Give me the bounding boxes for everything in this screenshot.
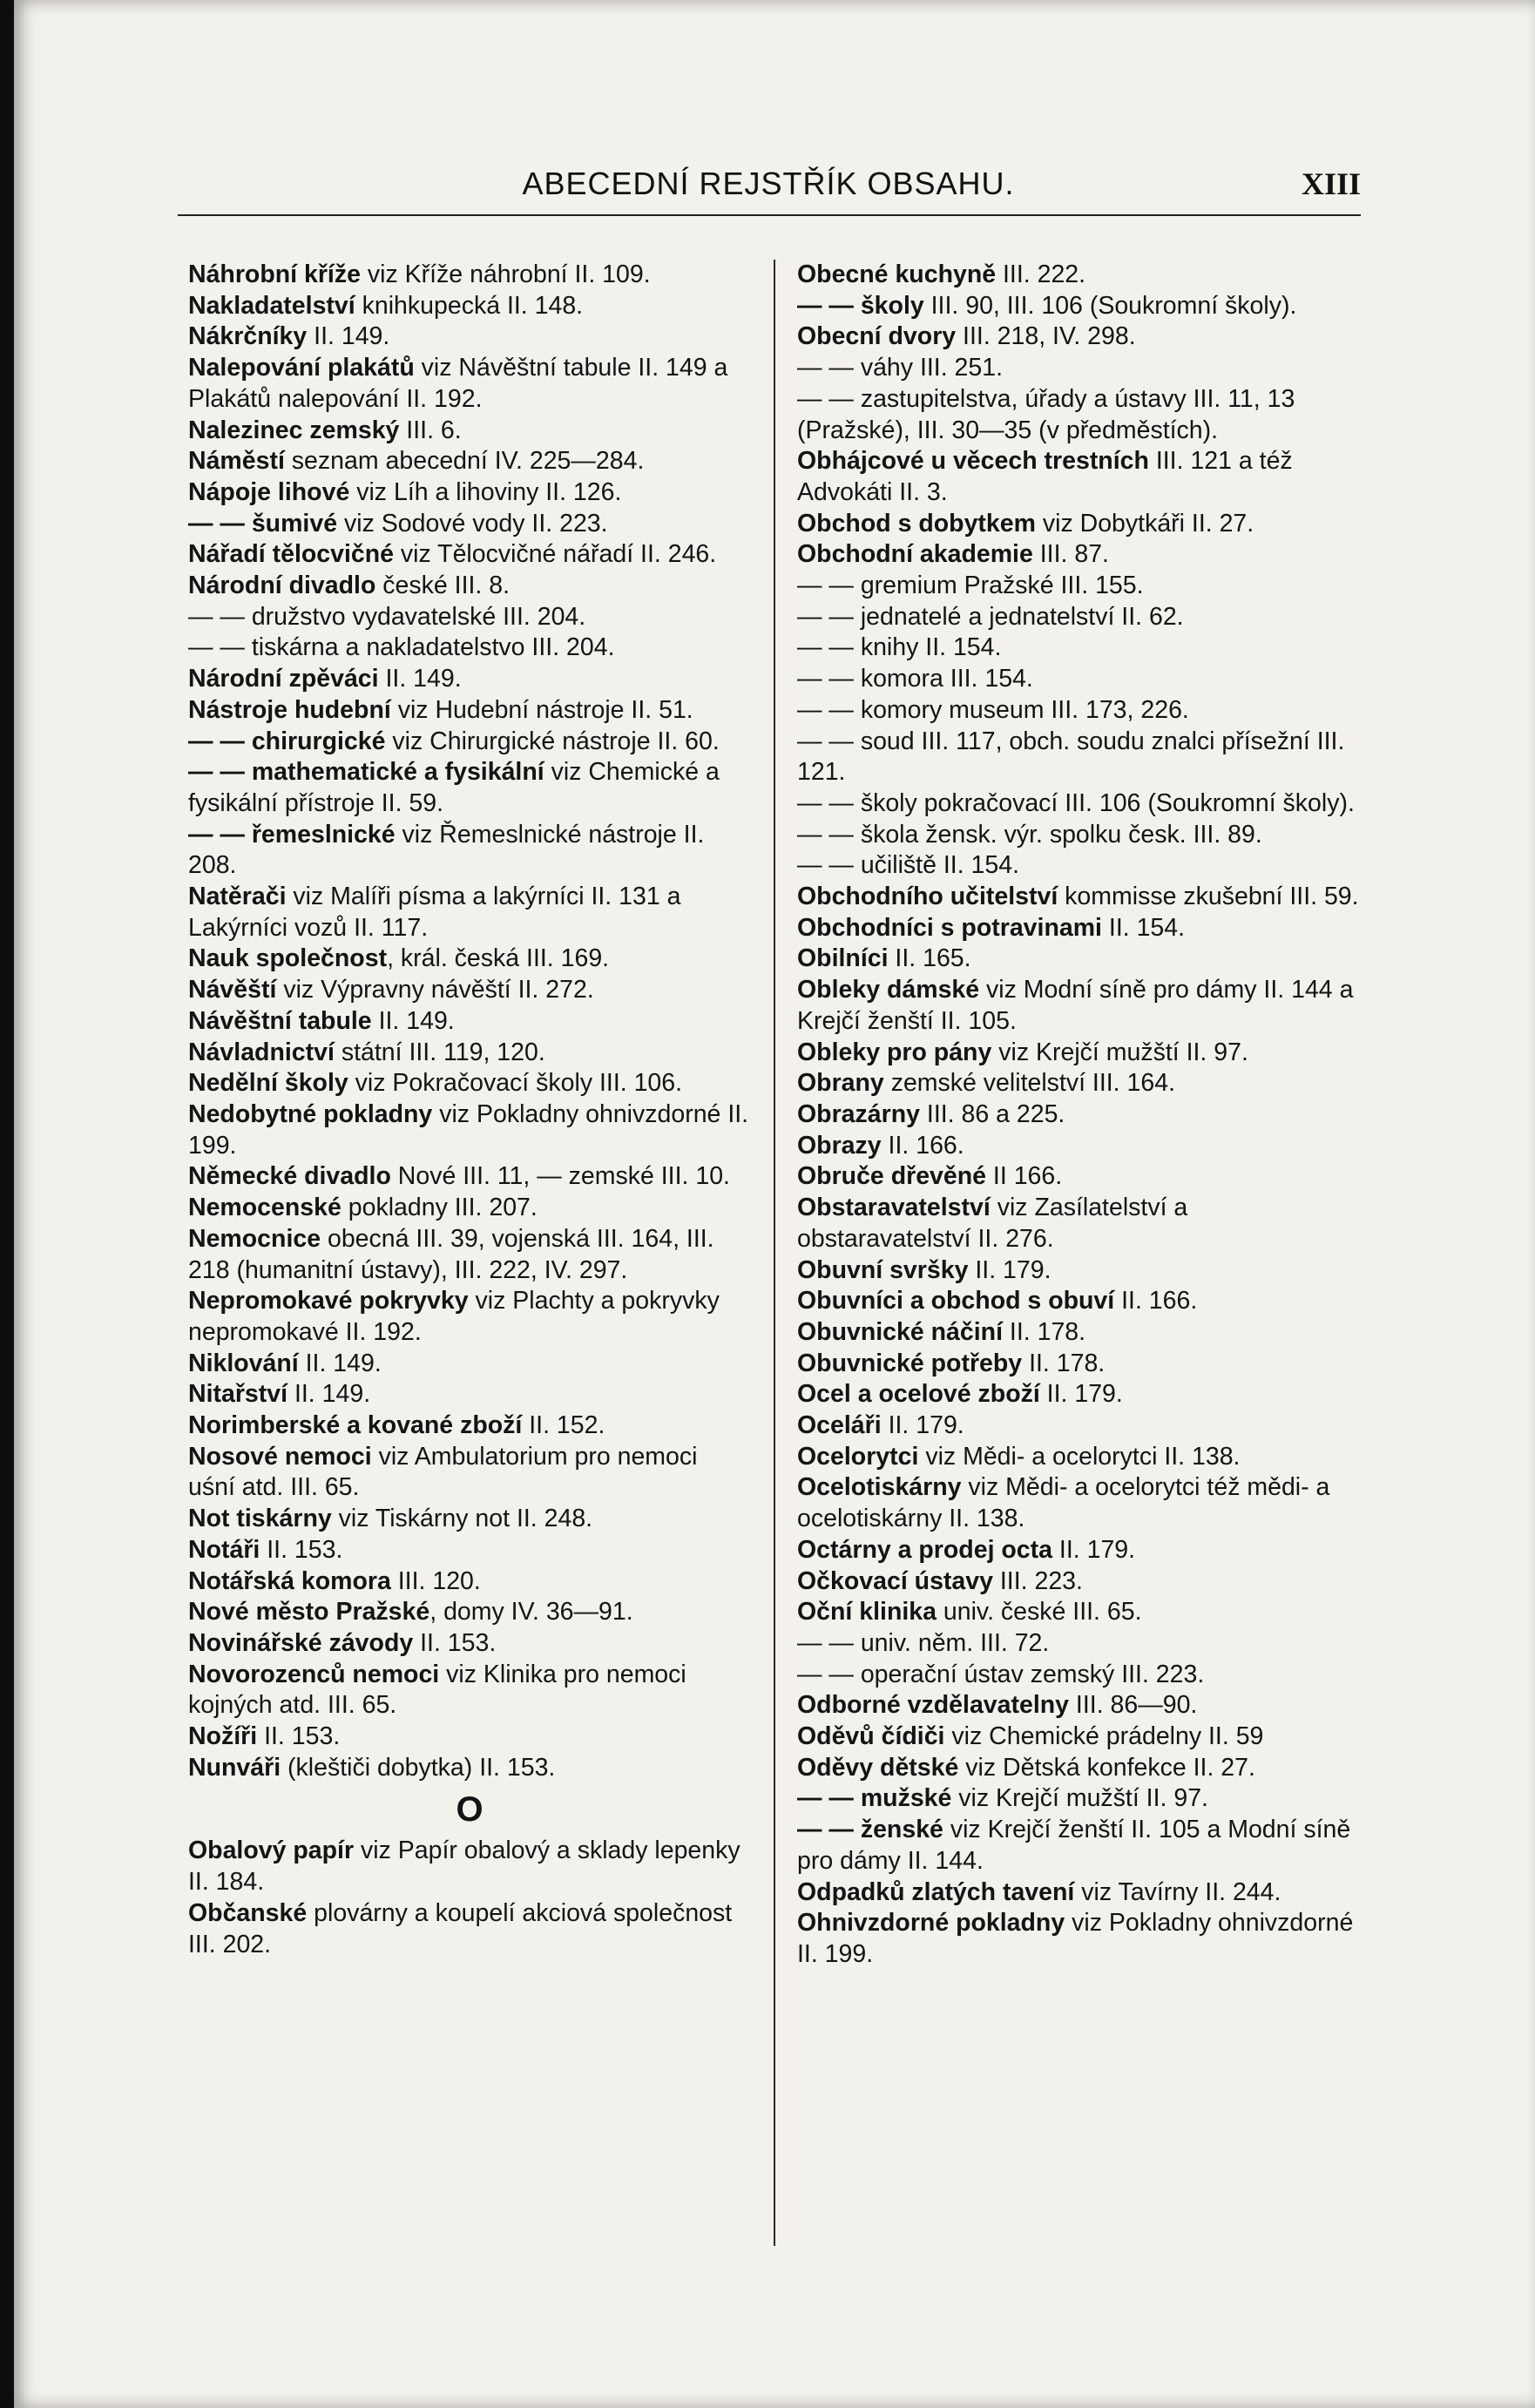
entry-keyword: Oděvy dětské	[797, 1753, 959, 1782]
entry-keyword: Obchodního učitelství	[797, 883, 1058, 911]
entry-keyword: Náhrobní kříže	[188, 260, 361, 288]
entry-keyword: Not tiskárny	[188, 1505, 332, 1533]
entry-reference: seznam abecední IV. 225—284.	[284, 447, 645, 476]
entry-reference: viz Tiskárny not II. 248.	[331, 1505, 593, 1533]
index-entry	[797, 1908, 1364, 1970]
entry-reference: viz Dětská konfekce II. 27.	[958, 1753, 1255, 1782]
entry-reference: kommisse zkušební III. 59.	[1058, 883, 1359, 911]
entry-keyword: Návladnictví	[188, 1038, 335, 1066]
entry-reference: pokladny III. 207.	[341, 1194, 538, 1222]
entry-keyword: Obrazy	[797, 1131, 882, 1160]
page-header	[176, 166, 1361, 211]
index-entry	[188, 975, 751, 1006]
index-entry	[188, 1721, 751, 1753]
right-column	[797, 260, 1364, 1971]
entry-reference: II. 149.	[378, 665, 462, 693]
entry-keyword: Oční klinika	[797, 1598, 937, 1627]
entry-reference: II. 153.	[257, 1722, 341, 1751]
left-column	[188, 260, 751, 1960]
index-entry	[188, 1224, 751, 1286]
entry-reference: III. 90, III. 106 (Soukromní školy).	[923, 291, 1297, 320]
entry-keyword: Oceláři	[797, 1411, 882, 1440]
entry-reference: II. 166.	[1114, 1287, 1198, 1316]
index-entry	[188, 446, 751, 477]
entry-keyword: Nalepování plakátů	[188, 354, 415, 382]
entry-keyword: Novorozenců nemoci	[188, 1660, 440, 1688]
entry-reference: II. 153.	[260, 1535, 343, 1564]
entry-keyword: Obhájcové u věcech trestních	[797, 447, 1149, 476]
entry-keyword: Odborné vzdělavatelny	[797, 1691, 1070, 1720]
index-entry	[188, 571, 751, 602]
entry-reference: viz Zasílatelství a obstaravatelství II. 276.	[797, 1194, 1188, 1253]
entry-keyword: Nápoje lihové	[188, 477, 350, 506]
entry-keyword: Obleky dámské	[797, 976, 980, 1004]
entry-keyword: Ohnivzdorné pokladny	[797, 1909, 1065, 1938]
index-entry	[797, 1442, 1364, 1473]
entry-reference: II. 178.	[1003, 1317, 1086, 1346]
entry-reference: viz Návěštní tabule II. 149 a Plakátů nalepování II. 192.	[188, 354, 728, 413]
entry-keyword: Nožíři	[188, 1722, 258, 1751]
entry-reference: viz Hudební nástroje II. 51.	[390, 695, 693, 724]
index-entry	[188, 1006, 751, 1038]
index-entry	[188, 321, 751, 353]
index-entry	[188, 1660, 751, 1721]
index-entry	[797, 1038, 1364, 1069]
entry-reference: viz Dobytkáři II. 27.	[1035, 509, 1254, 538]
entry-reference: viz Modní síně pro dámy II. 144 a Krejčí ženští II. 105.	[797, 976, 1354, 1035]
entry-reference: II 166.	[986, 1162, 1063, 1191]
index-entry	[797, 1161, 1364, 1193]
entry-keyword: Niklování	[188, 1349, 299, 1377]
index-entry	[797, 1815, 1364, 1877]
index-entry	[797, 1255, 1364, 1287]
entry-keyword: Občanské	[188, 1898, 308, 1927]
entry-reference: III. 121 a též Advokáti II. 3.	[797, 447, 1293, 506]
entry-reference: — — družstvo vydavatelské III. 204.	[188, 602, 586, 631]
entry-keyword: Očkovací ústavy	[797, 1566, 993, 1595]
entry-keyword: Nalezinec zemský	[188, 416, 400, 444]
entry-keyword: Ocelotiskárny	[797, 1473, 962, 1502]
index-entry	[797, 446, 1364, 508]
entry-reference: viz Líh a lihoviny II. 126.	[349, 477, 622, 506]
index-entry	[188, 1898, 751, 1960]
index-entry	[797, 1535, 1364, 1566]
entry-reference: II. 179.	[1039, 1380, 1123, 1409]
index-entry	[797, 353, 1364, 384]
entry-reference: knihkupecká II. 148.	[355, 291, 584, 320]
index-entry	[188, 477, 751, 509]
entry-keyword: Ocel a ocelové zboží	[797, 1380, 1040, 1409]
entry-reference: II. 165.	[888, 944, 971, 973]
index-entry	[188, 757, 751, 819]
index-entry	[797, 820, 1364, 851]
index-entry	[188, 695, 751, 727]
entry-reference: viz Kříže náhrobní II. 109.	[360, 260, 651, 288]
index-entry	[797, 539, 1364, 571]
entry-reference: — — soud III. 117, obch. soudu znalci přísežní III. 121.	[797, 727, 1345, 787]
header-rule	[178, 214, 1361, 216]
entry-keyword: Obuvnické náčiní	[797, 1317, 1003, 1346]
entry-keyword: Norimberské a kované zboží	[188, 1411, 523, 1440]
entry-keyword: Náměstí	[188, 447, 285, 476]
index-entry	[797, 1286, 1364, 1317]
entry-reference: — — učiliště II. 154.	[797, 851, 1020, 880]
index-entry	[188, 1379, 751, 1410]
entry-reference: III. 6.	[399, 416, 462, 444]
index-entry	[797, 1193, 1364, 1255]
entry-keyword: Nářadí tělocvičné	[188, 540, 395, 569]
entry-reference: — — komora III. 154.	[797, 665, 1033, 693]
index-entry	[188, 260, 751, 291]
index-entry	[797, 913, 1364, 944]
entry-reference: II. 149.	[287, 1380, 371, 1409]
index-entry	[797, 975, 1364, 1037]
entry-keyword: Obstaravatelství	[797, 1194, 991, 1222]
entry-reference: viz Pokladny ohnivzdorné II. 199.	[797, 1909, 1354, 1968]
entry-reference: — — gremium Pražské III. 155.	[797, 572, 1144, 600]
entry-reference: , král. česká III. 169.	[387, 944, 610, 973]
entry-reference: univ. české III. 65.	[936, 1598, 1142, 1627]
index-entry	[188, 664, 751, 695]
entry-reference: III. 87.	[1032, 540, 1109, 569]
index-entry	[797, 1753, 1364, 1784]
entry-reference: — — jednatelé a jednatelství II. 62.	[797, 602, 1184, 631]
entry-reference: viz Pokračovací školy III. 106.	[348, 1069, 683, 1098]
entry-reference: II. 166.	[881, 1131, 964, 1160]
index-entry	[797, 788, 1364, 820]
entry-keyword: Nástroje hudební	[188, 695, 391, 724]
entry-reference: — — škola žensk. výr. spolku česk. III. 89.	[797, 820, 1262, 849]
entry-keyword: Obleky pro pány	[797, 1038, 992, 1066]
entry-reference: zemské velitelství III. 164.	[883, 1069, 1175, 1098]
entry-reference: viz Ambulatorium pro nemoci uśní atd. III. 65.	[188, 1442, 698, 1502]
entry-keyword: Obchod s dobytkem	[797, 509, 1036, 538]
entry-reference: viz Tavírny II. 244.	[1074, 1877, 1281, 1906]
entry-keyword: Ocelorytci	[797, 1442, 919, 1471]
index-entry	[188, 416, 751, 447]
entry-keyword: Nosové nemoci	[188, 1442, 372, 1471]
entry-keyword: Obalový papír	[188, 1836, 355, 1865]
entry-reference: III. 86—90.	[1069, 1691, 1198, 1720]
entry-keyword: — — školy	[797, 291, 924, 320]
index-entry	[797, 602, 1364, 633]
entry-keyword: — — mužské	[797, 1784, 952, 1813]
index-entry	[797, 1628, 1364, 1660]
entry-keyword: Obchodníci s potravinami	[797, 913, 1102, 942]
entry-reference: viz Sodové vody II. 223.	[337, 509, 608, 538]
index-entry	[188, 1161, 751, 1193]
entry-reference: (kleštiči dobytka) II. 153.	[281, 1753, 556, 1782]
entry-keyword: Obrany	[797, 1069, 884, 1098]
entry-keyword: — — šumivé	[188, 509, 338, 538]
entry-keyword: Nakladatelství	[188, 291, 355, 320]
entry-reference: viz Krejčí mužští II. 97.	[951, 1784, 1208, 1813]
entry-keyword: — — mathematické a fysikální	[188, 758, 544, 787]
entry-keyword: Nemocnice	[188, 1224, 321, 1253]
entry-keyword: Německé divadlo	[188, 1162, 391, 1191]
entry-reference: II. 178.	[1022, 1349, 1106, 1377]
index-entry	[797, 1099, 1364, 1131]
entry-reference: II. 153.	[413, 1628, 497, 1657]
entry-reference: II. 149.	[371, 1006, 455, 1035]
index-entry	[797, 1131, 1364, 1162]
entry-reference: viz Krejčí ženští II. 105 a Modní síně pro dámy II. 144.	[797, 1816, 1351, 1875]
index-entry	[188, 539, 751, 571]
entry-reference: viz Chemické prádelny II. 59	[944, 1722, 1264, 1751]
entry-reference: II. 149.	[298, 1349, 382, 1377]
index-entry	[797, 664, 1364, 695]
index-entry	[797, 1379, 1364, 1410]
index-entry	[797, 1410, 1364, 1442]
index-entry	[797, 1566, 1364, 1598]
index-entry	[188, 509, 751, 540]
index-entry	[797, 727, 1364, 788]
index-entry	[797, 1660, 1364, 1691]
entry-reference: plovárny a koupelí akciová společnost III. 202.	[188, 1898, 733, 1958]
entry-reference: — — tiskárna a nakladatelstvo III. 204.	[188, 633, 615, 662]
entry-keyword: Obecné kuchyně	[797, 260, 997, 288]
entry-keyword: Obuvnické potřeby	[797, 1349, 1023, 1377]
index-entry	[797, 260, 1364, 291]
entry-reference: II. 179.	[881, 1411, 964, 1440]
index-entry	[188, 602, 751, 633]
entry-reference: — — operační ústav zemský III. 223.	[797, 1660, 1205, 1688]
index-entry	[797, 1317, 1364, 1349]
index-page	[14, 0, 1535, 2408]
entry-keyword: Nedobytné pokladny	[188, 1099, 433, 1128]
index-entry	[797, 571, 1364, 602]
entry-reference: obecná III. 39, vojenská III. 164, III. 218 (humanitní ústavy), III. 222, IV. 297.	[188, 1224, 714, 1284]
index-entry	[797, 321, 1364, 353]
entry-keyword: Obuvníci a obchod s obuví	[797, 1287, 1115, 1316]
entry-reference: II. 154.	[1101, 913, 1186, 942]
index-entry	[797, 384, 1364, 446]
entry-reference: , domy IV. 36—91.	[429, 1598, 633, 1627]
entry-reference: — — univ. něm. III. 72.	[797, 1628, 1050, 1657]
index-entry	[188, 291, 751, 322]
index-entry	[188, 1836, 751, 1897]
entry-keyword: Odpadků zlatých tavení	[797, 1877, 1075, 1906]
entry-keyword: Národní divadlo	[188, 572, 376, 600]
entry-reference: viz Výpravny návěští II. 272.	[276, 976, 594, 1004]
entry-keyword: Nové město Pražské	[188, 1598, 430, 1627]
entry-reference: viz Tělocvičné nářadí II. 246.	[394, 540, 717, 569]
entry-reference: — — knihy II. 154.	[797, 633, 1002, 662]
entry-reference: viz Řemeslnické nástroje II. 208.	[188, 820, 705, 880]
index-entry	[188, 632, 751, 664]
index-entry	[188, 1442, 751, 1504]
entry-reference: II. 179.	[1052, 1535, 1136, 1564]
entry-keyword: Obuvní svršky	[797, 1255, 969, 1284]
entry-reference: české III. 8.	[375, 572, 511, 600]
entry-reference: — — váhy III. 251.	[797, 354, 1004, 382]
entry-keyword: Nepromokavé pokryvky	[188, 1287, 469, 1316]
index-entry	[797, 291, 1364, 322]
entry-keyword: Obilníci	[797, 944, 889, 973]
entry-reference: viz Krejčí mužští II. 97.	[991, 1038, 1248, 1066]
index-entry	[797, 1068, 1364, 1099]
index-entry	[188, 1099, 751, 1161]
entry-reference: II. 149.	[307, 322, 390, 351]
entry-keyword: Notáři	[188, 1535, 260, 1564]
entry-reference: III. 120.	[390, 1566, 481, 1595]
section-letter: O	[456, 1790, 483, 1830]
index-entry	[797, 944, 1364, 975]
entry-reference: — — školy pokračovací III. 106 (Soukromní školy).	[797, 788, 1355, 817]
entry-keyword: Návěštní tabule	[188, 1006, 372, 1035]
entry-keyword: Natěrači	[188, 883, 287, 911]
index-entry	[797, 1597, 1364, 1628]
entry-reference: viz Malíři písma a lakýrníci II. 131 a Lakýrníci vozů II. 117.	[188, 883, 681, 942]
entry-keyword: Nedělní školy	[188, 1069, 348, 1098]
index-entry	[188, 1410, 751, 1442]
entry-reference: státní III. 119, 120.	[334, 1038, 545, 1066]
index-entry	[188, 1038, 751, 1069]
index-entry	[188, 1628, 751, 1660]
index-entry	[188, 353, 751, 415]
entry-keyword: Nunváři	[188, 1753, 281, 1782]
index-entry	[188, 1566, 751, 1598]
index-entry	[188, 882, 751, 944]
entry-keyword: Obecní dvory	[797, 322, 957, 351]
entry-reference: II. 152.	[522, 1411, 605, 1440]
entry-keyword: Nákrčníky	[188, 322, 308, 351]
index-entry	[797, 1783, 1364, 1815]
index-entry	[188, 820, 751, 882]
running-title: ABECEDNÍ REJSTŘÍK OBSAHU.	[522, 166, 1015, 201]
entry-keyword: Obrazárny	[797, 1099, 920, 1128]
index-entry	[188, 1504, 751, 1535]
index-entry	[188, 1349, 751, 1380]
entry-reference: viz Papír obalový a sklady lepenky II. 184.	[188, 1836, 740, 1897]
entry-keyword: Nemocenské	[188, 1194, 341, 1222]
page-number: XIII	[1301, 166, 1361, 201]
entry-keyword: Národní zpěváci	[188, 665, 379, 693]
entry-keyword: Nitařství	[188, 1380, 288, 1409]
index-entry	[797, 632, 1364, 664]
entry-reference: — — komory museum III. 173, 226.	[797, 695, 1189, 724]
entry-reference: Nové III. 11, — zemské III. 10.	[390, 1162, 730, 1191]
entry-reference: viz Klinika pro nemoci kojných atd. III. 65.	[188, 1660, 686, 1720]
entry-reference: viz Mědi- a ocelorytci II. 138.	[918, 1442, 1241, 1471]
index-entry	[797, 1877, 1364, 1909]
index-entry	[188, 727, 751, 758]
index-entry	[188, 1068, 751, 1099]
entry-keyword: Obchodní akademie	[797, 540, 1033, 569]
entry-keyword: Obruče dřevěné	[797, 1162, 987, 1191]
entry-reference: III. 222.	[996, 260, 1086, 288]
index-entry	[188, 1535, 751, 1566]
index-entry	[188, 1286, 751, 1348]
entry-keyword: Návěští	[188, 976, 277, 1004]
entry-keyword: Novinářské závody	[188, 1628, 414, 1657]
entry-keyword: — — ženské	[797, 1816, 943, 1844]
entry-keyword: Octárny a prodej octa	[797, 1535, 1053, 1564]
entry-keyword: Oděvů čídiči	[797, 1722, 945, 1751]
entry-reference: II. 179.	[968, 1255, 1052, 1284]
index-entry	[797, 1690, 1364, 1721]
index-entry	[797, 882, 1364, 913]
entry-reference: III. 223.	[992, 1566, 1083, 1595]
entry-reference: viz Chirurgické nástroje II. 60.	[385, 727, 720, 755]
index-entry	[188, 1753, 751, 1784]
index-entry	[188, 1193, 751, 1224]
index-entry	[797, 1472, 1364, 1534]
index-entry	[797, 509, 1364, 540]
entry-reference: III. 218, IV. 298.	[956, 322, 1136, 351]
entry-reference: III. 86 a 225.	[919, 1099, 1065, 1128]
index-entry	[188, 944, 751, 975]
entry-keyword: — — řemeslnické	[188, 820, 396, 849]
entry-reference: viz Chemické a fysikální přístroje II. 59.	[188, 758, 720, 817]
index-entry	[188, 1597, 751, 1628]
entry-reference: — — zastupitelstva, úřady a ústavy III. 11, 13 (Pražské), III. 30—35 (v předměstích).	[797, 384, 1295, 444]
entry-reference: viz Mědi- a ocelorytci též mědi- a ocelotiskárny II. 138.	[797, 1473, 1330, 1533]
column-divider	[774, 260, 775, 2246]
entry-reference: viz Plachty a pokryvky nepromokavé II. 192.	[188, 1287, 720, 1346]
index-entry	[797, 1349, 1364, 1380]
entry-keyword: — — chirurgické	[188, 727, 386, 755]
index-entry	[797, 850, 1364, 882]
index-entry	[797, 1721, 1364, 1753]
entry-keyword: Nauk společnost	[188, 944, 388, 973]
entry-reference: viz Pokladny ohnivzdorné II. 199.	[188, 1099, 749, 1160]
index-entry	[797, 695, 1364, 727]
entry-keyword: Notářská komora	[188, 1566, 391, 1595]
